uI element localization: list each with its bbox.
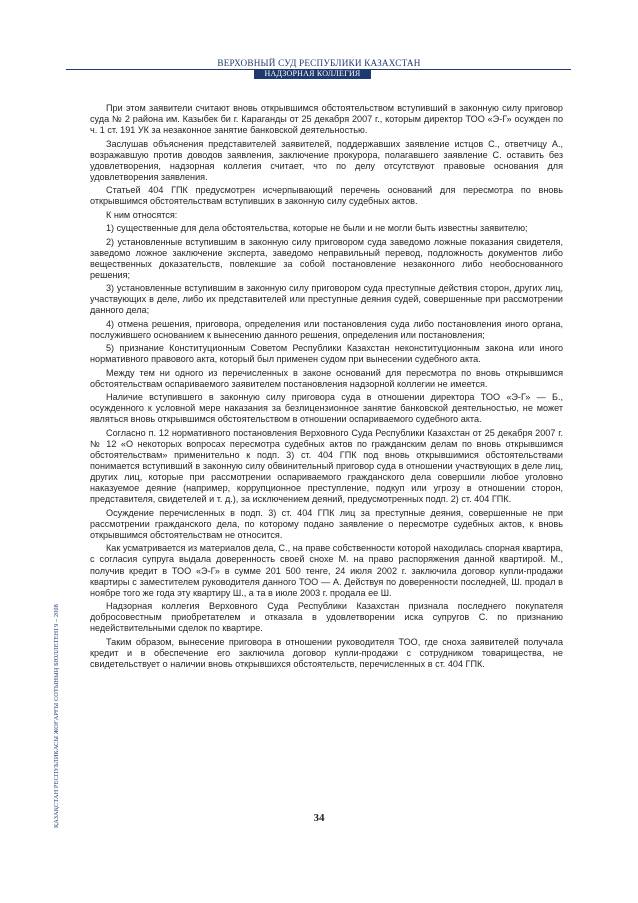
bulletin-side-label: ҚАЗАҚСТАН РЕСПУБЛИКАСЫ ЖОҒАРҒЫ СОТЫНЫҢ БЮЛЛЕТЕНІ 9 – 2008 bbox=[53, 604, 60, 828]
list-item: 2) установленные вступившим в законную силу приговором суда заведомо ложные показания свидетеля, заведомо ложное заключение эксперта, заведомо неправильный перевод, подложность документов либо вещественных доказательств, повлекшие за собой постановление незаконного либо необоснованного решения; bbox=[90, 236, 563, 280]
paragraph: К ним относятся: bbox=[106, 209, 178, 220]
paragraph: При этом заявители считают вновь открывшимся обстоятельством вступивший в законную силу приговор суда № 2 района им. Казыбек би г. Караганды от 25 декабря 2007 г., которым директор ТОО «Э-Г» осужден по ч. 1 ст. 191 УК за незаконное занятие банковской деятельностью. bbox=[90, 103, 563, 136]
court-title: ВЕРХОВНЫЙ СУД РЕСПУБЛИКИ КАЗАХСТАН bbox=[217, 58, 421, 68]
paragraph: Статьей 404 ГПК предусмотрен исчерпывающий перечень оснований для пересмотра по вновь открывшимся обстоятельствам вступивших в законную силу судебных актов. bbox=[90, 185, 563, 207]
paragraph: Надзорная коллегия Верховного Суда Республики Казахстан признала последнего покупателя добросовестным приобретателем и отказала в удовлетворении иска супругов С. по признанию недействительными сделок по квартире. bbox=[90, 601, 563, 634]
paragraph: Наличие вступившего в законную силу приговора суда в отношении директора ТОО «Э-Г» — Б., осужденного к условной мере наказания за безлицензионное занятие банковской деятельностью, не может являться вновь открывшимся обстоятельством в отношении оспариваемого судебного акта. bbox=[90, 392, 563, 425]
list-item: 3) установленные вступившим в законную силу приговором суда преступные действия сторон, других лиц, участвующих в деле, либо их представителей или преступные деяния судей, совершенные при рассмотрении данного дела; bbox=[90, 283, 563, 316]
page-number: 34 bbox=[313, 812, 325, 824]
paragraph: Осуждение перечисленных в подп. 3) ст. 404 ГПК лиц за преступные деяния, совершенные не при рассмотрении гражданского дела, по которому подано заявление о пересмотре судебных актов, к вновь открывшимся обстоятельствам не относится. bbox=[90, 507, 563, 540]
paragraph: Согласно п. 12 нормативного постановления Верховного Суда Республики Казахстан от 25 декабря 2007 г. № 12 «О некоторых вопросах пересмотра судебных актов по гражданским делам по вновь открывшимся обстоятельствам» применительно к подп. 3) ст. 404 ГПК под вновь открывшимися обстоятельствами понимается вступивший в законную силу обвинительный приговор суда в отношении участвующих в деле лиц, других лиц, которые при рассмотрении оспариваемого гражданского дела совершили любое уголовно наказуемое деяние (например, коррупционное преступление, подкуп или угрозу в отношении сторон, представителя, свидетелей и т. д.), за исключением деяний, предусмотренных подп. 2) ст. 404 ГПК. bbox=[90, 427, 563, 505]
list-item: 1) существенные для дела обстоятельства, которые не были и не могли быть известны заявителю; bbox=[106, 223, 528, 234]
paragraph: Как усматривается из материалов дела, С., на праве собственности которой находилась спорная квартира, с согласия супруга выдала доверенность своей снохе М. на право распоряжения данной квартирой. М., получив кредит в ТОО «Э-Г» в сумме 201 500 тенге, 24 июля 2002 г. заключила договор купли-продажи квартиры с заместителем руководителя данного ТОО — А. Действуя по доверенности последней, Ш. продал в ноябре того же года эту квартиру Ш., а та в июле 2003 г. продала ее Ш. bbox=[90, 543, 563, 598]
paragraph: Между тем ни одного из перечисленных в законе оснований для пересмотра по вновь открывшимся обстоятельствам оспариваемого заявителем постановления надзорной коллегии не имеется. bbox=[90, 367, 563, 389]
document-body bbox=[90, 103, 563, 672]
collegium-label: НАДЗОРНАЯ КОЛЛЕГИЯ bbox=[254, 69, 371, 79]
paragraph: Заслушав объяснения представителей заявителей, поддержавших заявление истцов С., ответчицу А., возражавшую против доводов заявления, заключение прокурора, полагавшего заявление С. оставить без удовлетворения, надзорная коллегия считает, что по делу отсутствуют правовые основания для удовлетворения заявления. bbox=[90, 138, 563, 182]
list-item: 4) отмена решения, приговора, определения или постановления суда либо постановления иного органа, послужившего основанием к вынесению данного решения, определения или постановления; bbox=[90, 318, 563, 340]
paragraph: Таким образом, вынесение приговора в отношении руководителя ТОО, где сноха заявителей получала кредит и в обеспечение его заключила договор купли-продажи с сотрудником товарищества, не свидетельствует о наличии вновь открывшихся обстоятельств, перечисленных в ст. 404 ГПК. bbox=[90, 636, 563, 669]
list-item: 5) признание Конституционным Советом Республики Казахстан неконституционным закона или иного нормативного правового акта, который был применен судом при вынесении судебного акта. bbox=[90, 343, 563, 365]
